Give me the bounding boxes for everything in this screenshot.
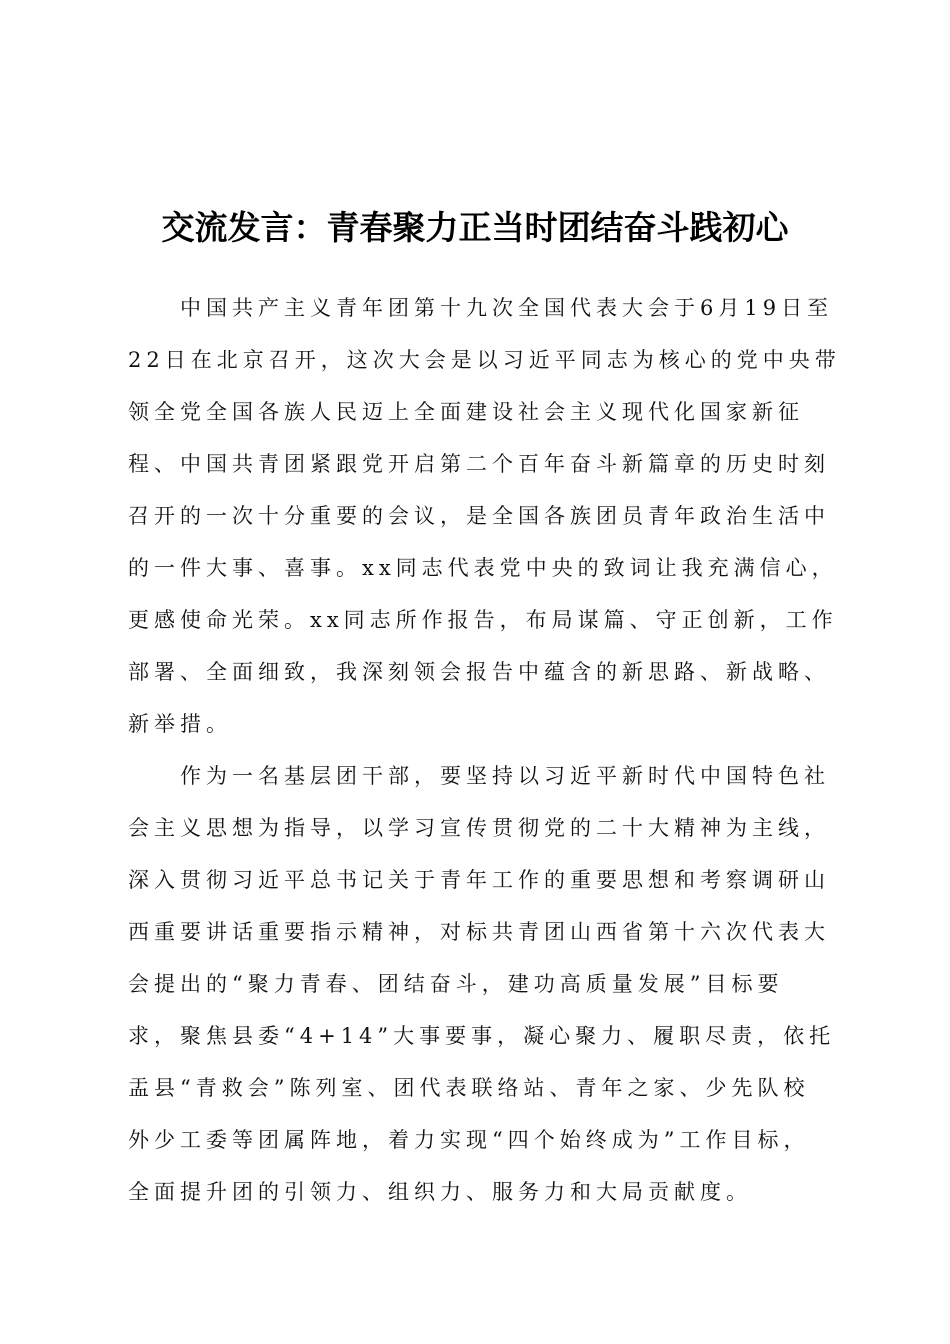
- paragraph-1: [128, 282, 841, 750]
- text-line: 全面提升团的引领力、组织力、服务力和大局贡献度。: [128, 1180, 752, 1204]
- text-line: 的一件大事、喜事。xx同志代表党中央的致词让我充满信心，: [128, 556, 838, 580]
- text-line: 求，聚焦县委“4+14”大事要事，凝心聚力、履职尽责，依托: [128, 1024, 836, 1048]
- text-line: 更感使命光荣。xx同志所作报告，布局谋篇、守正创新，工作: [128, 608, 838, 632]
- text-line: 盂县“青救会”陈列室、团代表联络站、青年之家、少先队校: [128, 1076, 810, 1100]
- text-line: 中国共产主义青年团第十九次全国代表大会于6月19日至: [180, 296, 834, 320]
- text-line: 会提出的“聚力青春、团结奋斗，建功高质量发展”目标要: [128, 972, 784, 996]
- text-line: 西重要讲话重要指示精神，对标共青团山西省第十六次代表大: [128, 920, 830, 944]
- text-line: 作为一名基层团干部，要坚持以习近平新时代中国特色社: [180, 764, 830, 788]
- text-line: 会主义思想为指导，以学习宣传贯彻党的二十大精神为主线，: [128, 816, 830, 840]
- text-line: 部署、全面细致，我深刻领会报告中蕴含的新思路、新战略、: [128, 660, 830, 684]
- text-line: 程、中国共青团紧跟党开启第二个百年奋斗新篇章的历史时刻: [128, 452, 830, 476]
- text-line: 22日在北京召开，这次大会是以习近平同志为核心的党中央带: [128, 348, 841, 372]
- text-line: 新举措。: [128, 712, 232, 736]
- text-line: 深入贯彻习近平总书记关于青年工作的重要思想和考察调研山: [128, 868, 830, 892]
- text-line: 领全党全国各族人民迈上全面建设社会主义现代化国家新征: [128, 400, 804, 424]
- paragraph-2: [128, 750, 836, 1218]
- document-body: [128, 282, 841, 1218]
- text-line: 召开的一次十分重要的会议，是全国各族团员青年政治生活中: [128, 504, 830, 528]
- document-title: 交流发言：青春聚力正当时团结奋斗践初心: [161, 208, 789, 247]
- text-line: 外少工委等团属阵地，着力实现“四个始终成为”工作目标，: [128, 1128, 810, 1152]
